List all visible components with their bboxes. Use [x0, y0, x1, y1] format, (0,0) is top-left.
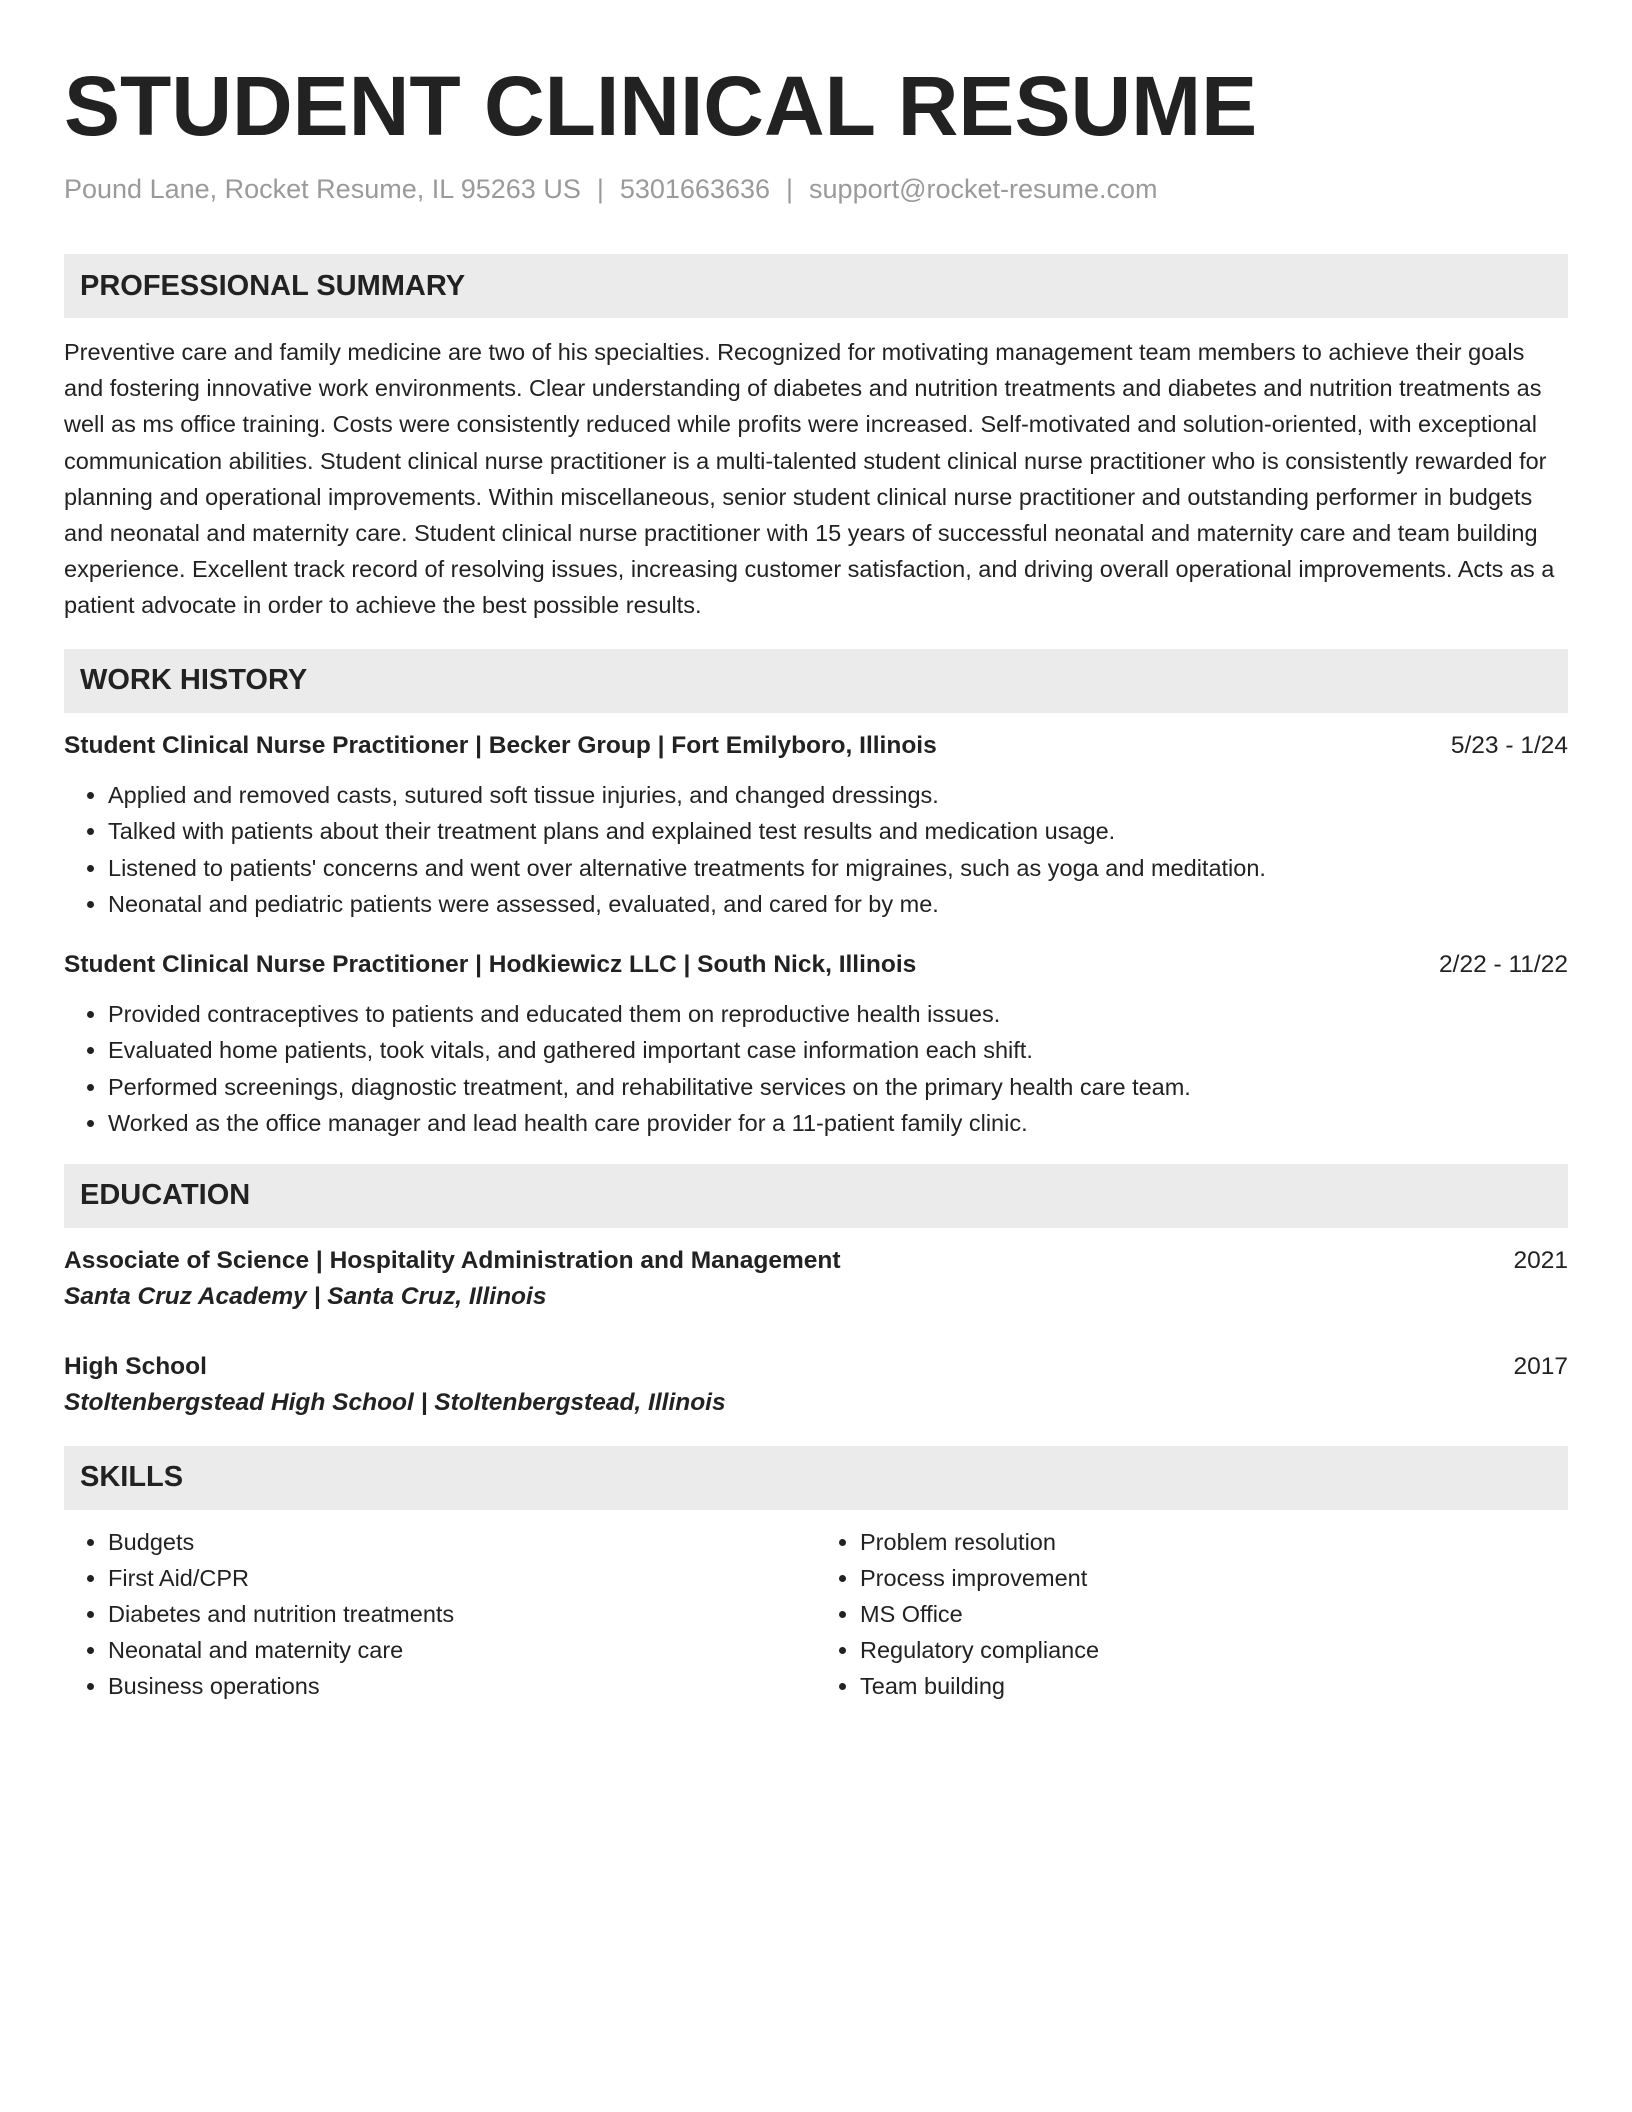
- education-degree-line: [64, 1350, 1568, 1384]
- education-entry: [64, 1350, 1568, 1422]
- education-year: 2017: [1513, 1352, 1568, 1380]
- job-dates: 5/23 - 1/24: [1450, 731, 1568, 759]
- work-history-heading: WORK HISTORY: [64, 649, 1568, 713]
- education-school: Stoltenbergstead High School | Stoltenbergstead, Illinois: [64, 1388, 726, 1416]
- summary-text: Preventive care and family medicine are two of his specialties. Recognized for motivating management team members to achieve their goals and fostering innovative work environments. Clear understanding of diabetes and nutrition treatments and diabetes and nutrition treatments as well as ms office training. Costs were consistently reduced while profits were increased. Self-motivated and solution-oriented, with exceptional communication abilities. Student clinical nurse practitioner is a multi-talented student clinical nurse practitioner who is consistently rewarded for planning and operational improvements. Within miscellaneous, senior student clinical nurse practitioner and outstanding performer in budgets and neonatal and maternity care. Student clinical nurse practitioner with 15 years of successful neonatal and maternity care and team building experience. Excellent track record of resolving issues, increasing customer satisfaction, and driving overall operational improvements. Acts as a patient advocate in order to achieve the best possible results.: [64, 339, 1555, 619]
- summary-heading: PROFESSIONAL SUMMARY: [64, 254, 1568, 318]
- job-bullet: • Performed screenings, diagnostic treatment, and rehabilitative services on the primary health care team.: [108, 1069, 1568, 1106]
- education-degree-line: [64, 1244, 1568, 1278]
- skill-item: • Team building: [860, 1668, 1568, 1704]
- job-bullets: [64, 777, 1568, 923]
- job-bullet: • Applied and removed casts, sutured soft tissue injuries, and changed dressings.: [108, 777, 1568, 814]
- contact-separator: |: [596, 174, 604, 204]
- job-title-line: [64, 948, 1568, 982]
- contact-separator: |: [786, 174, 794, 204]
- education-heading: EDUCATION: [64, 1164, 1568, 1228]
- skills-list-right: [816, 1524, 1568, 1705]
- contact-line: [64, 172, 1568, 206]
- contact-address: Pound Lane, Rocket Resume, IL 95263 US: [64, 174, 581, 204]
- job-bullet: • Listened to patients' concerns and went over alternative treatments for migraines, such as yoga and meditation.: [108, 850, 1568, 887]
- skill-item: • Process improvement: [860, 1560, 1568, 1596]
- skills-heading: SKILLS: [64, 1446, 1568, 1510]
- education-degree: Associate of Science | Hospitality Administration and Management: [64, 1246, 841, 1274]
- skills-list-left: [64, 1524, 816, 1705]
- skill-item: • First Aid/CPR: [108, 1560, 816, 1596]
- job-bullet: • Worked as the office manager and lead health care provider for a 11-patient family clinic.: [108, 1105, 1568, 1142]
- job-dates: 2/22 - 11/22: [1439, 950, 1568, 978]
- education-entry: [64, 1244, 1568, 1316]
- job-bullet: • Evaluated home patients, took vitals, and gathered important case information each shift.: [108, 1032, 1568, 1069]
- skills-columns: [64, 1524, 1568, 1705]
- job-title: Student Clinical Nurse Practitioner | Hodkiewicz LLC | South Nick, Illinois: [64, 950, 917, 978]
- job-bullets: [64, 996, 1568, 1142]
- skill-item: • Neonatal and maternity care: [108, 1632, 816, 1668]
- education-school: Santa Cruz Academy | Santa Cruz, Illinois: [64, 1282, 547, 1310]
- resume-name: STUDENT CLINICAL RESUME: [64, 59, 1258, 153]
- job-bullet: • Neonatal and pediatric patients were assessed, evaluated, and cared for by me.: [108, 886, 1568, 923]
- job-entry: [64, 948, 1568, 1142]
- job-title-line: [64, 729, 1568, 763]
- skill-item: • Budgets: [108, 1524, 816, 1560]
- skill-item: • Business operations: [108, 1668, 816, 1704]
- skill-item: • Regulatory compliance: [860, 1632, 1568, 1668]
- skill-item: • Problem resolution: [860, 1524, 1568, 1560]
- contact-email: support@rocket-resume.com: [809, 174, 1158, 204]
- skill-item: • MS Office: [860, 1596, 1568, 1632]
- skill-item: • Diabetes and nutrition treatments: [108, 1596, 816, 1632]
- job-bullet: • Provided contraceptives to patients and educated them on reproductive health issues.: [108, 996, 1568, 1033]
- education-year: 2021: [1513, 1246, 1568, 1274]
- job-entry: [64, 729, 1568, 923]
- contact-phone: 5301663636: [619, 174, 771, 204]
- education-degree: High School: [64, 1352, 207, 1380]
- job-bullet: • Talked with patients about their treatment plans and explained test results and medication usage.: [108, 813, 1568, 850]
- job-title: Student Clinical Nurse Practitioner | Becker Group | Fort Emilyboro, Illinois: [64, 731, 937, 759]
